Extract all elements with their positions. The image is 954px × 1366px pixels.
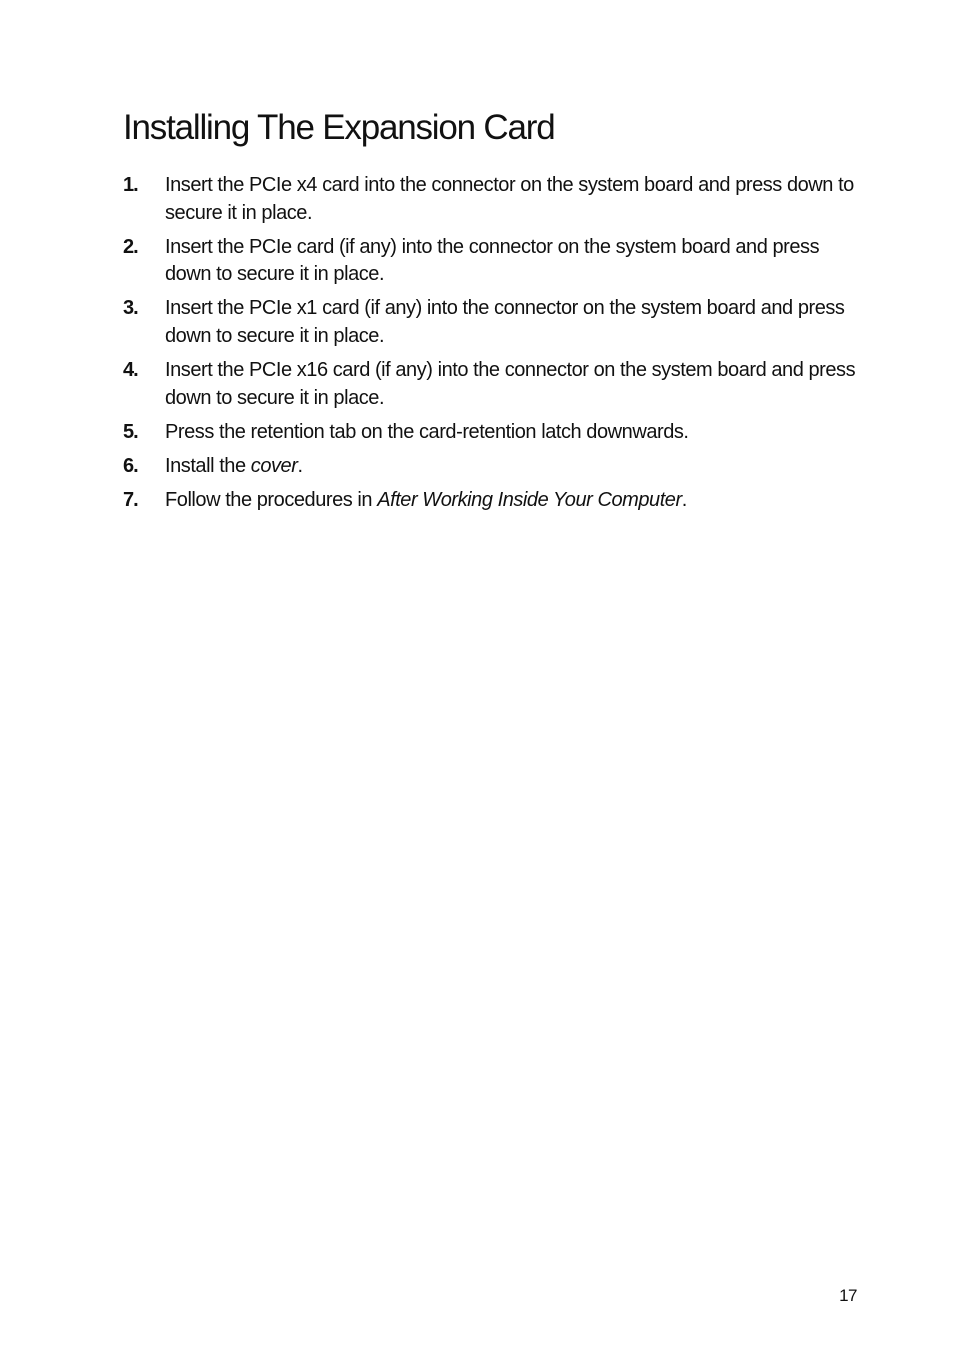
step-text-suffix: . (681, 489, 687, 512)
list-item (123, 295, 863, 350)
step-text (165, 455, 303, 477)
list-item (123, 419, 863, 447)
step-text: Insert the PCIe x1 card (if any) into the connector on the system board and press down to secure it in place. (165, 297, 845, 347)
step-number: 5. (123, 420, 138, 443)
step-text: Insert the PCIe x16 card (if any) into the connector on the system board and press down to secure it in place. (165, 359, 856, 409)
step-text-prefix: Follow the procedures in (165, 489, 378, 512)
page-title: Installing The Expansion Card (123, 108, 555, 147)
step-text: Insert the PCIe x4 card into the connector on the system board and press down to secure it in place. (165, 174, 854, 224)
step-text (165, 489, 687, 511)
step-text: Press the retention tab on the card-retention latch downwards. (165, 420, 689, 443)
step-list (123, 172, 863, 521)
cover-link[interactable]: cover (250, 454, 298, 477)
list-item (123, 357, 863, 412)
step-text-prefix: Install the (165, 454, 251, 477)
list-item (123, 453, 863, 481)
step-number: 1. (123, 174, 138, 196)
list-item (123, 487, 863, 515)
after-working-inside-link[interactable]: After Working Inside Your Computer (377, 489, 682, 512)
step-number: 7. (123, 489, 138, 512)
step-text: Insert the PCIe card (if any) into the connector on the system board and press down to secure it in place. (165, 235, 820, 286)
list-item (123, 234, 863, 289)
step-number: 4. (123, 359, 138, 382)
list-item (123, 172, 863, 227)
page-number: 17 (839, 1286, 857, 1305)
step-number: 2. (123, 235, 138, 258)
step-number: 6. (123, 454, 138, 477)
step-text-suffix: . (297, 454, 303, 477)
step-number: 3. (123, 297, 138, 320)
